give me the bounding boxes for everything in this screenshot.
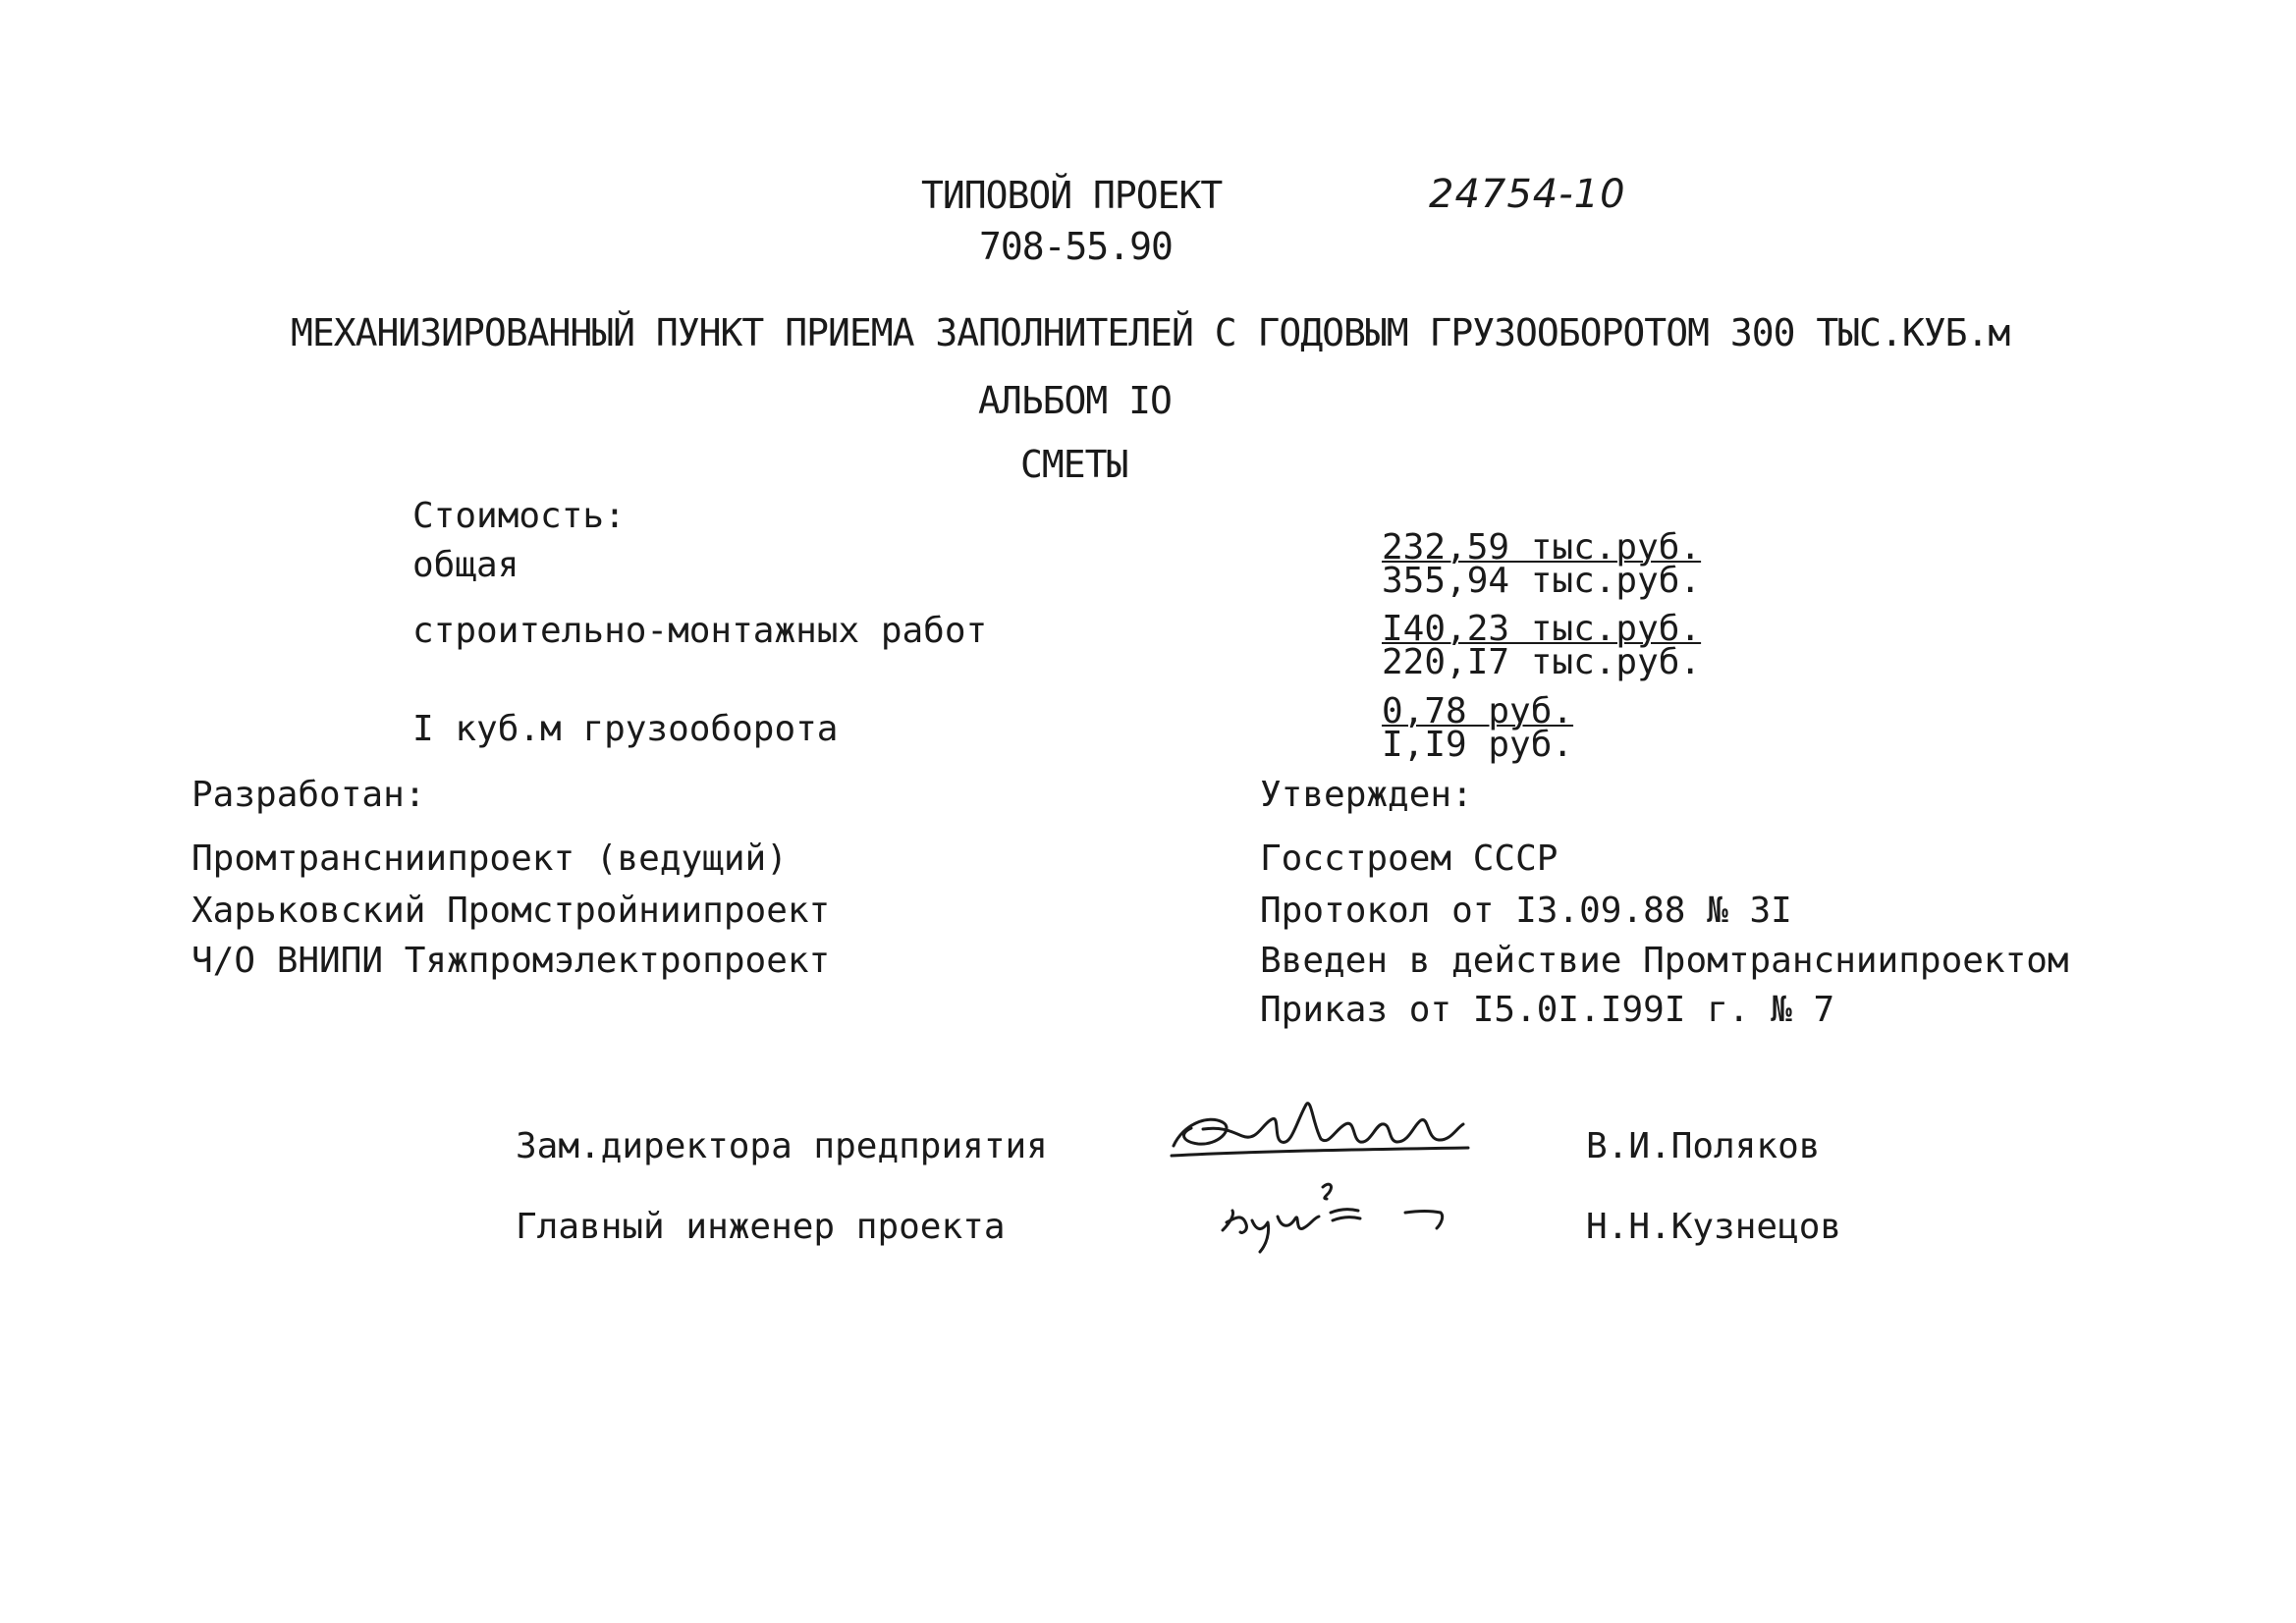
- signature-polyakov-icon: [1164, 1085, 1488, 1173]
- approved-line: Приказ от I5.0I.I99I г. № 7: [1260, 990, 1835, 1030]
- approved-line: Введен в действие Промтрансниипроектом: [1260, 941, 2069, 981]
- document-title: МЕХАНИЗИРОВАННЫЙ ПУНКТ ПРИЕМА ЗАПОЛНИТЕЛЕЙ С ГОДОВЫМ ГРУЗООБОРОТОМ 300 ТЫС.КУБ.м: [291, 311, 2010, 354]
- doc-number: 708-55.90: [979, 225, 1173, 268]
- cost-label-per-cubic-meter: I куб.м грузооборота: [412, 709, 839, 749]
- approved-heading: Утвержден:: [1260, 775, 1473, 815]
- cost-value-construction: [1382, 609, 1702, 682]
- cost-value-construction-bottom: 220,I7 тыс.руб.: [1382, 642, 1702, 682]
- signatory-name: Н.Н.Кузнецов: [1586, 1207, 1842, 1247]
- handwritten-reference-number: 24754-10: [1429, 172, 1626, 217]
- approved-line: Протокол от I3.09.88 № 3I: [1260, 891, 1792, 931]
- doc-type-heading: ТИПОВОЙ ПРОЕКТ: [921, 174, 1223, 217]
- cost-label-total: общая: [412, 545, 519, 585]
- cost-heading: Стоимость:: [412, 496, 626, 536]
- cost-value-per-cubic-meter-bottom: I,I9 руб.: [1382, 725, 1574, 765]
- cost-value-per-cubic-meter-top: 0,78 руб.: [1382, 691, 1574, 731]
- cost-value-per-cubic-meter: [1382, 691, 1574, 765]
- cost-label-construction: строительно-монтажных работ: [412, 611, 988, 651]
- developed-heading: Разработан:: [191, 775, 426, 815]
- section-label: СМЕТЫ: [1020, 443, 1128, 486]
- developed-line: Ч/О ВНИПИ Тяжпромэлектропроект: [191, 941, 831, 981]
- signatory-position: Зам.директора предприятия: [516, 1126, 1048, 1166]
- developed-line: Промтрансниипроект (ведущий): [191, 839, 788, 879]
- approved-line: Госстроем СССР: [1260, 839, 1558, 879]
- developed-line: Харьковский Промстройниипроект: [191, 891, 831, 931]
- signature-kuznetsov-icon: [1213, 1173, 1488, 1262]
- cost-value-construction-top: I40,23 тыс.руб.: [1382, 609, 1702, 649]
- cost-value-total-top: 232,59 тыс.руб.: [1382, 527, 1702, 568]
- album-label: АЛЬБОМ IO: [978, 379, 1172, 422]
- signatory-name: В.И.Поляков: [1586, 1126, 1821, 1166]
- signatory-position: Главный инженер проекта: [516, 1207, 1006, 1247]
- cost-value-total-bottom: 355,94 тыс.руб.: [1382, 561, 1702, 601]
- cost-value-total: [1382, 527, 1702, 601]
